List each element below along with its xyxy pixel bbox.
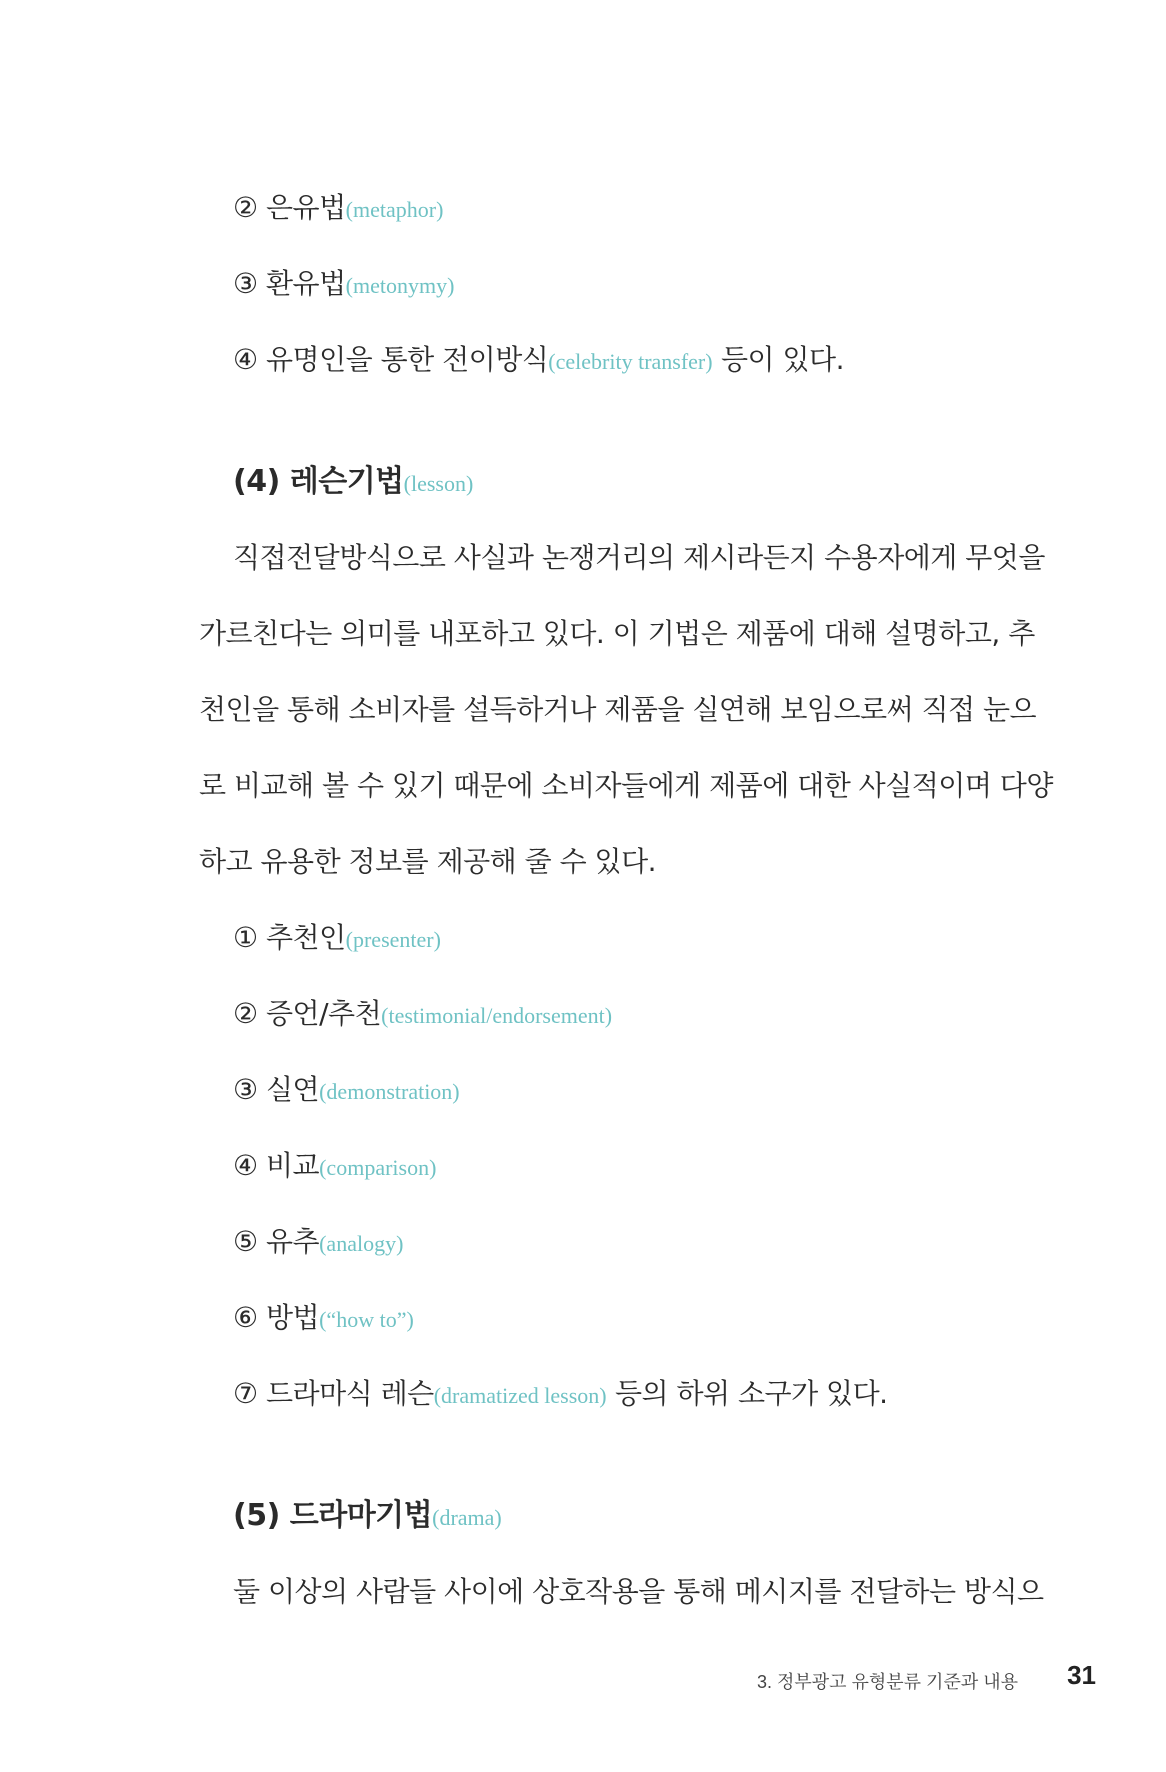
running-footer: 3. 정부광고 유형분류 기준과 내용 bbox=[756, 1672, 1018, 1692]
list-item-tail: 등의 하위 소구가 있다. bbox=[606, 1377, 888, 1410]
list-item-korean: ③ 실연 bbox=[233, 1073, 320, 1106]
paragraph-line: 가르친다는 의미를 내포하고 있다. 이 기법은 제품에 대해 설명하고, 추 bbox=[199, 617, 1035, 650]
list-item-english: (“how to”) bbox=[319, 1307, 414, 1332]
list-item-english: (celebrity transfer) bbox=[548, 349, 713, 374]
list-item-english: (metonymy) bbox=[345, 273, 455, 298]
list-item-english: (dramatized lesson) bbox=[433, 1383, 607, 1408]
list-item bbox=[233, 1070, 460, 1112]
list-item-english: (metaphor) bbox=[345, 197, 444, 222]
paragraph-line: 직접전달방식으로 사실과 논쟁거리의 제시라든지 수용자에게 무엇을 bbox=[233, 541, 1045, 574]
list-item bbox=[233, 1222, 403, 1264]
section-heading-english: (drama) bbox=[432, 1505, 502, 1530]
list-item-korean: ④ 유명인을 통한 전이방식 bbox=[233, 343, 549, 376]
section-heading-text: (5) 드라마기법 bbox=[233, 1498, 433, 1533]
list-item-korean: ① 추천인 bbox=[233, 921, 346, 954]
list-item-tail: 등이 있다. bbox=[712, 343, 844, 376]
list-item bbox=[233, 188, 443, 230]
list-item-korean: ⑦ 드라마식 레슨 bbox=[233, 1377, 434, 1410]
paragraph-line: 천인을 통해 소비자를 설득하거나 제품을 실연해 보임으로써 직접 눈으 bbox=[199, 693, 1037, 726]
list-item bbox=[233, 994, 612, 1036]
section-heading-text: (4) 레슨기법 bbox=[233, 464, 404, 499]
section-heading bbox=[233, 1496, 502, 1538]
list-item-korean: ② 은유법 bbox=[233, 191, 346, 224]
list-item-english: (testimonial/endorsement) bbox=[381, 1003, 613, 1028]
list-item-english: (comparison) bbox=[319, 1155, 437, 1180]
list-item bbox=[233, 1146, 436, 1188]
list-item bbox=[233, 1374, 888, 1416]
section-heading bbox=[233, 462, 473, 504]
list-item bbox=[233, 1298, 414, 1340]
list-item-english: (presenter) bbox=[345, 927, 441, 952]
list-item-korean: ③ 환유법 bbox=[233, 267, 346, 300]
list-item-korean: ④ 비교 bbox=[233, 1149, 320, 1182]
list-item bbox=[233, 340, 844, 382]
list-item-korean: ② 증언/추천 bbox=[233, 997, 382, 1030]
page-number: 31 bbox=[1067, 1660, 1096, 1690]
list-item-english: (demonstration) bbox=[319, 1079, 460, 1104]
list-item bbox=[233, 264, 454, 306]
list-item-korean: ⑥ 방법 bbox=[233, 1301, 320, 1334]
list-item-korean: ⑤ 유추 bbox=[233, 1225, 320, 1258]
list-item bbox=[233, 918, 441, 960]
paragraph-line: 하고 유용한 정보를 제공해 줄 수 있다. bbox=[199, 845, 657, 878]
paragraph-line: 둘 이상의 사람들 사이에 상호작용을 통해 메시지를 전달하는 방식으 bbox=[233, 1575, 1044, 1608]
paragraph-line: 로 비교해 볼 수 있기 때문에 소비자들에게 제품에 대한 사실적이며 다양 bbox=[199, 769, 1053, 802]
list-item-english: (analogy) bbox=[319, 1231, 404, 1256]
section-heading-english: (lesson) bbox=[403, 471, 474, 496]
